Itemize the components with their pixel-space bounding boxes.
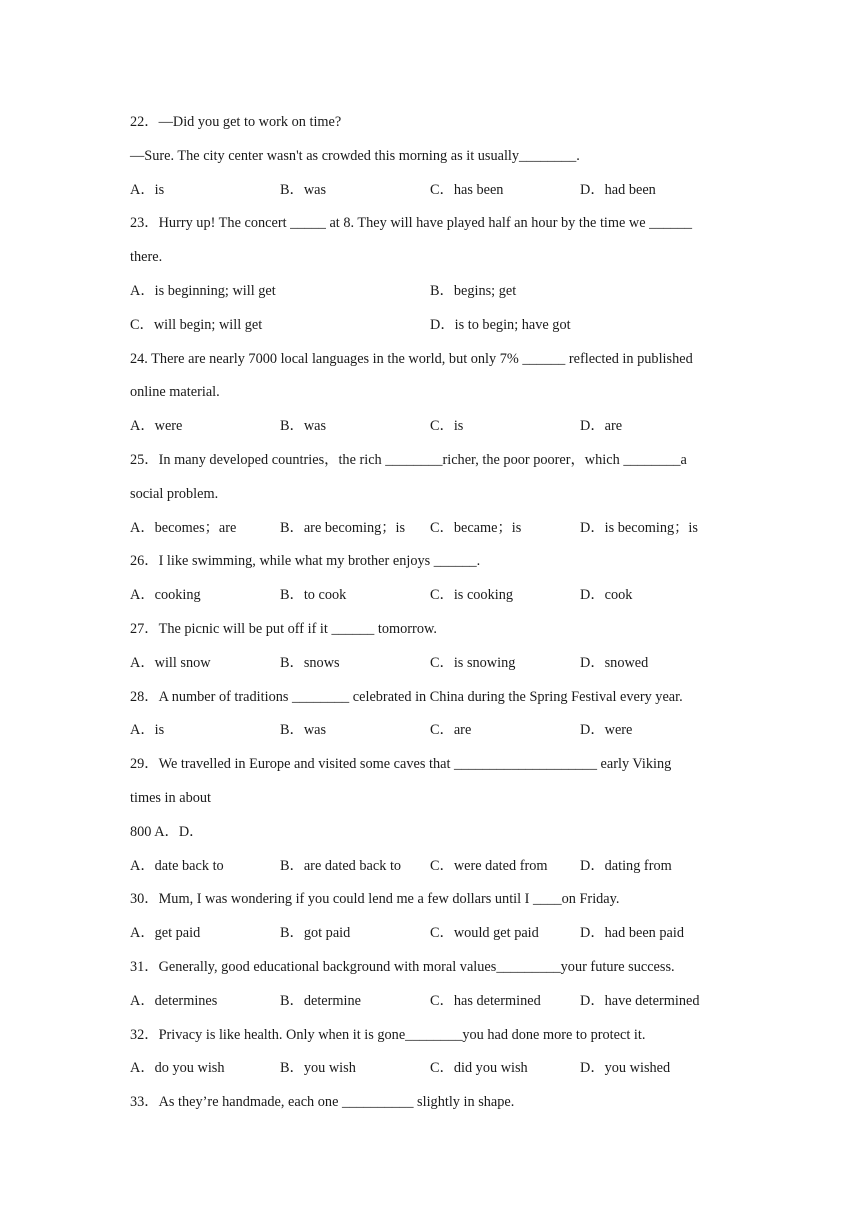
question-stem-line: 30．Mum, I was wondering if you could lend me a few dollars until I ____on Friday. [130, 891, 620, 908]
question-stem-line: 31．Generally, good educational background with moral values_________your future success. [130, 958, 675, 975]
answer-option[interactable]: D．is becoming；is [580, 519, 698, 536]
question-stem-line: 33．As they’re handmade, each one __________ slightly in shape. [130, 1094, 515, 1111]
answer-option[interactable]: B．snows [280, 654, 340, 671]
question-stem-line: 25．In many developed countries，the rich ________richer, the poor poorer，which ________a [130, 451, 687, 468]
answer-option[interactable]: B．was [280, 722, 327, 739]
question-list [130, 112, 740, 1126]
answer-option[interactable]: C．were dated from [430, 857, 548, 874]
question-item [130, 619, 740, 687]
answer-option[interactable]: D．snowed [580, 654, 649, 671]
answer-option[interactable]: D．were [580, 722, 633, 739]
question-item [130, 112, 740, 213]
answer-option[interactable]: A．is beginning; will get [130, 282, 276, 299]
answer-option[interactable]: B．was [280, 418, 327, 435]
option-row [130, 991, 740, 1025]
answer-option[interactable]: A．were [130, 418, 183, 435]
option-row [130, 518, 740, 552]
question-stem-line: 24. There are nearly 7000 local languages in the world, but only 7% ______ reflected in published [130, 350, 693, 367]
answer-option[interactable]: B．was [280, 181, 327, 198]
question-stem-line: online material. [130, 384, 220, 401]
option-row [130, 585, 740, 619]
answer-option[interactable]: D．had been [580, 181, 656, 198]
answer-option[interactable]: C．did you wish [430, 1060, 528, 1077]
option-row [130, 1058, 740, 1092]
question-stem-line: 26．I like swimming, while what my brother enjoys ______. [130, 553, 481, 570]
option-row [130, 856, 740, 890]
answer-option[interactable]: A．determines [130, 992, 218, 1009]
question-stem-line: 22．—Did you get to work on time? [130, 114, 342, 130]
answer-option[interactable]: D．is to begin; have got [430, 316, 571, 333]
option-row [130, 923, 740, 957]
answer-option[interactable]: C．is [430, 418, 464, 435]
question-item [130, 1092, 740, 1126]
option-row [130, 653, 740, 687]
answer-option[interactable]: A．date back to [130, 857, 224, 874]
question-stem-line: 29．We travelled in Europe and visited some caves that ____________________ early Viking [130, 756, 672, 773]
question-item [130, 1025, 740, 1093]
option-row [130, 180, 740, 214]
question-stem-line: 800 A．D． [130, 823, 204, 840]
answer-option[interactable]: C．has been [430, 181, 504, 198]
answer-option[interactable]: B．are dated back to [280, 857, 402, 874]
question-item [130, 687, 740, 755]
answer-option[interactable]: C．are [430, 722, 472, 739]
answer-option[interactable]: C．has determined [430, 992, 541, 1009]
question-stem-line: 23．Hurry up! The concert _____ at 8. They will have played half an hour by the time we ______ [130, 215, 693, 232]
question-item [130, 551, 740, 619]
answer-option[interactable]: C．will begin; will get [130, 316, 263, 333]
answer-option[interactable]: D．dating from [580, 857, 672, 874]
answer-option[interactable]: A．do you wish [130, 1060, 225, 1077]
answer-option[interactable]: B．you wish [280, 1060, 356, 1077]
question-item [130, 450, 740, 551]
answer-option[interactable]: A．cooking [130, 587, 201, 604]
answer-option[interactable]: A．becomes；are [130, 519, 237, 536]
answer-option[interactable]: D．have determined [580, 992, 700, 1009]
option-row [130, 720, 740, 754]
answer-option[interactable]: D．had been paid [580, 925, 685, 942]
option-row [130, 416, 740, 450]
answer-option[interactable]: A．get paid [130, 925, 201, 942]
answer-option[interactable]: A．is [130, 181, 165, 198]
question-stem-line: 32．Privacy is like health. Only when it is gone________you had done more to protect it. [130, 1026, 646, 1043]
question-stem-line: there. [130, 249, 163, 266]
answer-option[interactable]: D．are [580, 418, 623, 435]
answer-option[interactable]: C．would get paid [430, 925, 539, 942]
answer-option[interactable]: A．is [130, 722, 165, 739]
question-item [130, 889, 740, 957]
answer-option[interactable]: C．is cooking [430, 587, 514, 604]
answer-option[interactable]: A．will snow [130, 654, 211, 671]
question-stem-line: —Sure. The city center wasn't as crowded this morning as it usually________. [130, 147, 580, 164]
question-item [130, 957, 740, 1025]
answer-option[interactable]: B．are becoming；is [280, 519, 406, 536]
answer-option[interactable]: B．got paid [280, 925, 351, 942]
answer-option[interactable]: C．is snowing [430, 654, 516, 671]
answer-option[interactable]: D．cook [580, 587, 633, 604]
answer-option[interactable]: C．became；is [430, 519, 522, 536]
question-stem-line: 28．A number of traditions ________ celebrated in China during the Spring Festival every year. [130, 688, 683, 705]
question-stem-line: times in about [130, 789, 212, 806]
answer-option[interactable]: D．you wished [580, 1060, 671, 1077]
answer-option[interactable]: B．to cook [280, 587, 347, 604]
question-stem-line: social problem. [130, 485, 219, 502]
option-row [130, 281, 740, 315]
question-item [130, 754, 740, 889]
question-item [130, 213, 740, 348]
answer-option[interactable]: B．begins; get [430, 282, 517, 299]
question-stem-line: 27．The picnic will be put off if it ______ tomorrow. [130, 620, 437, 637]
answer-option[interactable]: B．determine [280, 992, 361, 1009]
option-row [130, 315, 740, 349]
question-item [130, 349, 740, 450]
